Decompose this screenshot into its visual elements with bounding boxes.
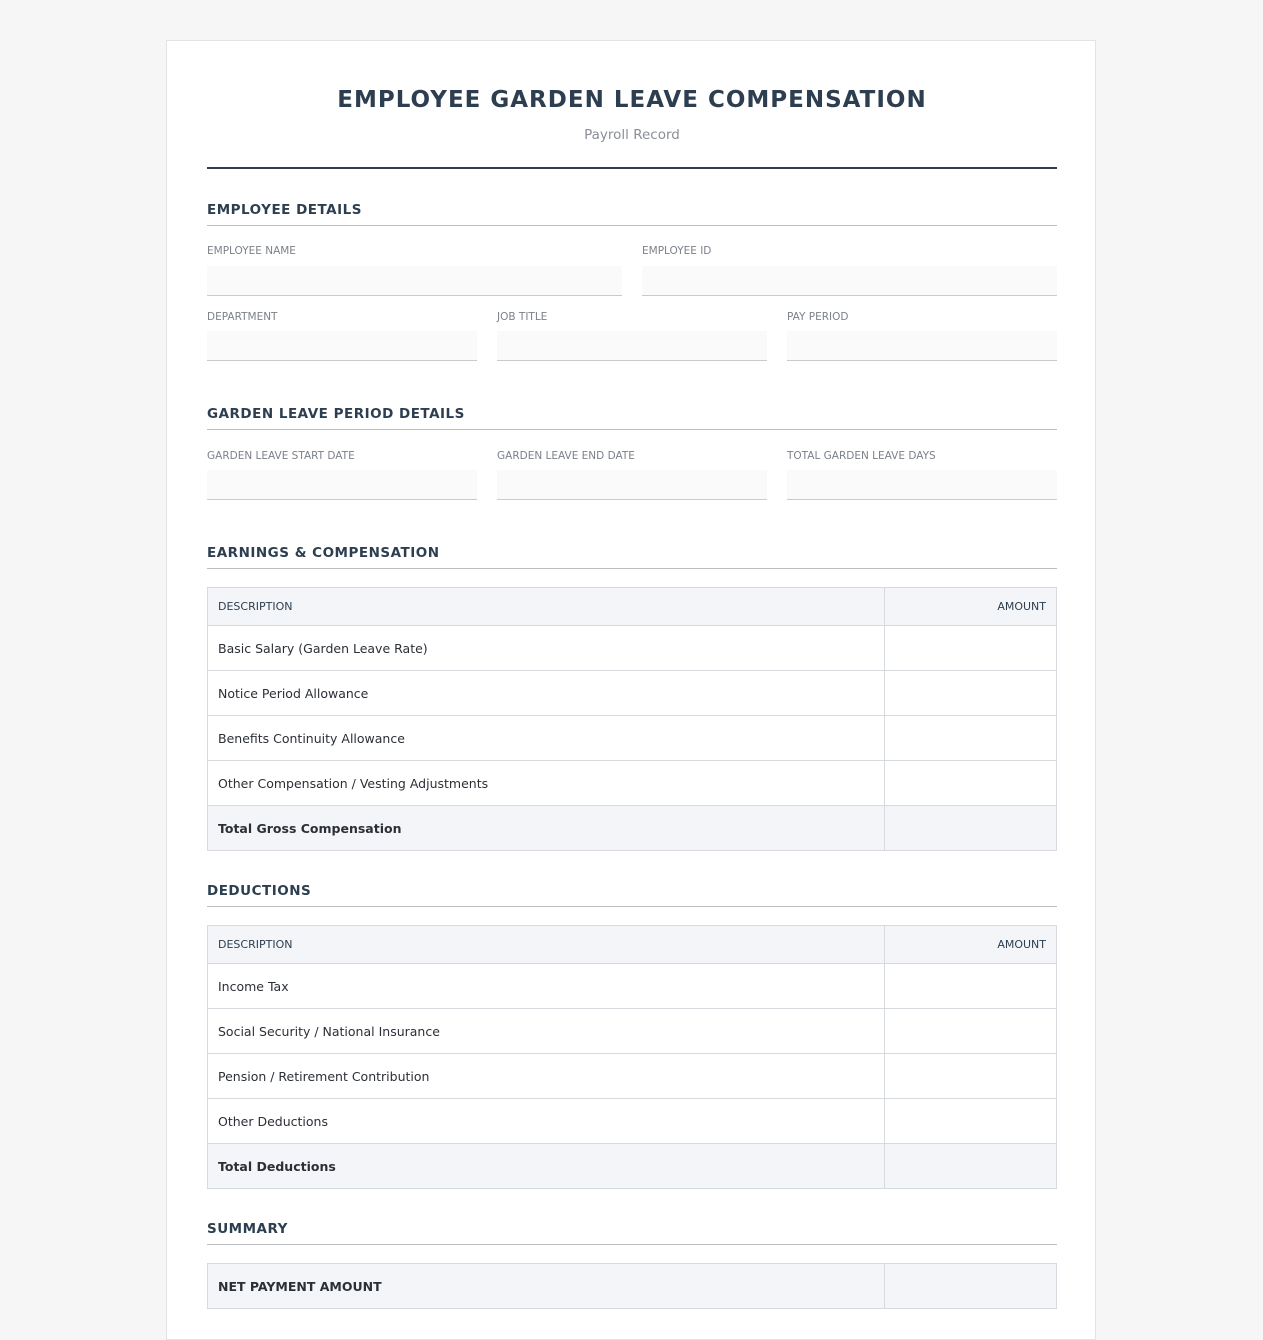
earning-description: Benefits Continuity Allowance (208, 716, 885, 761)
table-row (208, 761, 1057, 806)
garden-leave-end-date-field[interactable] (497, 470, 767, 500)
total-gross-label: Total Gross Compensation (208, 806, 885, 851)
earning-description: Notice Period Allowance (208, 671, 885, 716)
table-row (208, 1054, 1057, 1099)
total-deductions-amount-cell[interactable] (885, 1144, 1057, 1189)
table-row (208, 626, 1057, 671)
earning-amount-cell[interactable] (885, 761, 1057, 806)
department-label: DEPARTMENT (207, 311, 278, 323)
document-page (166, 40, 1096, 1340)
section-heading-garden-leave: GARDEN LEAVE PERIOD DETAILS (207, 406, 1057, 430)
deduction-description: Income Tax (208, 964, 885, 1009)
table-header-row (208, 926, 1057, 964)
section-heading-summary: SUMMARY (207, 1221, 1057, 1245)
deduction-amount-cell[interactable] (885, 1099, 1057, 1144)
deduction-description: Pension / Retirement Contribution (208, 1054, 885, 1099)
earning-description: Basic Salary (Garden Leave Rate) (208, 626, 885, 671)
earning-description: Other Compensation / Vesting Adjustments (208, 761, 885, 806)
description-column-header: DESCRIPTION (208, 926, 885, 964)
net-payment-row (208, 1264, 1057, 1309)
document-title: EMPLOYEE GARDEN LEAVE COMPENSATION (337, 87, 927, 113)
total-deductions-row (208, 1144, 1057, 1189)
section-heading-earnings: EARNINGS & COMPENSATION (207, 545, 1057, 569)
deduction-description: Social Security / National Insurance (208, 1009, 885, 1054)
employee-name-field[interactable] (207, 266, 622, 296)
table-row (208, 716, 1057, 761)
total-garden-leave-days-label: TOTAL GARDEN LEAVE DAYS (787, 450, 936, 462)
deduction-description: Other Deductions (208, 1099, 885, 1144)
job-title-field[interactable] (497, 331, 767, 361)
garden-leave-end-date-label: GARDEN LEAVE END DATE (497, 450, 635, 462)
employee-id-label: EMPLOYEE ID (642, 245, 712, 257)
table-row (208, 1099, 1057, 1144)
job-title-label: JOB TITLE (497, 311, 548, 323)
table-row (208, 671, 1057, 716)
net-payment-amount-cell[interactable] (885, 1264, 1057, 1309)
document-subtitle: Payroll Record (584, 127, 680, 143)
net-payment-label: NET PAYMENT AMOUNT (208, 1264, 885, 1309)
employee-id-field[interactable] (642, 266, 1057, 296)
section-heading-deductions: DEDUCTIONS (207, 883, 1057, 907)
employee-name-label: EMPLOYEE NAME (207, 245, 296, 257)
description-column-header: DESCRIPTION (208, 588, 885, 626)
total-garden-leave-days-field[interactable] (787, 470, 1057, 500)
earning-amount-cell[interactable] (885, 671, 1057, 716)
table-row (208, 1009, 1057, 1054)
deductions-table (207, 925, 1057, 1189)
total-gross-amount-cell[interactable] (885, 806, 1057, 851)
earning-amount-cell[interactable] (885, 716, 1057, 761)
total-deductions-label: Total Deductions (208, 1144, 885, 1189)
table-row (208, 964, 1057, 1009)
deduction-amount-cell[interactable] (885, 1054, 1057, 1099)
table-header-row (208, 588, 1057, 626)
department-field[interactable] (207, 331, 477, 361)
earnings-table (207, 587, 1057, 851)
pay-period-label: PAY PERIOD (787, 311, 849, 323)
title-divider (207, 167, 1057, 169)
deduction-amount-cell[interactable] (885, 964, 1057, 1009)
amount-column-header: AMOUNT (885, 588, 1057, 626)
garden-leave-start-date-label: GARDEN LEAVE START DATE (207, 450, 355, 462)
pay-period-field[interactable] (787, 331, 1057, 361)
summary-table (207, 1263, 1057, 1309)
deduction-amount-cell[interactable] (885, 1009, 1057, 1054)
earning-amount-cell[interactable] (885, 626, 1057, 671)
amount-column-header: AMOUNT (885, 926, 1057, 964)
total-gross-row (208, 806, 1057, 851)
garden-leave-start-date-field[interactable] (207, 470, 477, 500)
section-heading-employee-details: EMPLOYEE DETAILS (207, 202, 1057, 226)
